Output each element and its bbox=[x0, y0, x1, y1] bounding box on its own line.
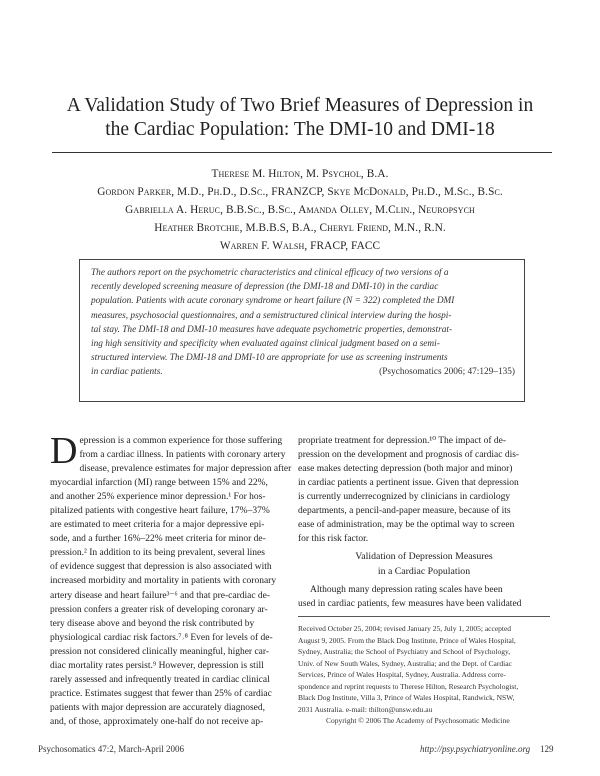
author-list bbox=[30, 165, 570, 255]
abstract-citation: (Psychosomatics 2006; 47:129–135) bbox=[379, 367, 515, 378]
title-line-2: the Cardiac Population: The DMI-10 and DMI-18 bbox=[105, 119, 495, 140]
title-line-1: A Validation Study of Two Brief Measures of Depression in bbox=[66, 95, 534, 116]
body-line: from a cardiac illness. In patients with coronary artery bbox=[79, 450, 286, 461]
section-heading bbox=[298, 550, 550, 579]
abstract-line: ing high sensitivity and specificity when evaluated against clinical judgment based on a semi- bbox=[91, 338, 440, 349]
body-line: increased morbidity and mortality in patients with coronary bbox=[50, 576, 277, 587]
abstract-line: tal stay. The DMI-18 and DMI-10 measures have adequate psychometric properties, demonstrat- bbox=[91, 324, 453, 335]
footnote-line: August 9, 2005. From the Black Dog Institute, Prince of Wales Hospital, bbox=[298, 635, 516, 645]
body-line: departments, a pencil-and-paper measure, because of its bbox=[298, 506, 511, 517]
abstract-line: recently developed screening measure of depression (the DMI-18 and DMI-10) in the cardiac bbox=[91, 282, 439, 293]
author-line: Gordon Parker, M.D., Ph.D., D.Sc., FRANZCP, Skye McDonald, Ph.D., M.Sc., B.Sc. bbox=[97, 186, 503, 198]
footer-url[interactable]: http://psy.psychiatryonline.org bbox=[420, 744, 531, 754]
body-line: Although many depression rating scales have been bbox=[310, 584, 503, 595]
body-line: used in cardiac patients, few measures have been validated bbox=[298, 599, 522, 610]
body-line: practice. Estimates suggest that fewer than 25% of cardiac bbox=[50, 688, 272, 699]
abstract-line: The authors report on the psychometric characteristics and clinical efficacy of two versions of a bbox=[91, 268, 449, 278]
body-line: patients with major depression are accurately diagnosed, bbox=[50, 702, 265, 713]
footnote bbox=[298, 623, 550, 727]
body-line: in cardiac patients a pertinent issue. Given that depression bbox=[298, 478, 519, 489]
section-heading-line: in a Cardiac Population bbox=[377, 565, 471, 577]
footnote-line: Services, Prince of Wales Hospital, Sydney, Australia. Address corre- bbox=[298, 670, 506, 680]
body-line: tery disease above and beyond the risk contributed by bbox=[50, 618, 255, 629]
body-line: epression is a common experience for those suffering bbox=[79, 436, 283, 446]
body-line: pression on the development and prognosis of cardiac dis- bbox=[298, 450, 520, 461]
body-line: propriate treatment for depression.¹⁰ The impact of de- bbox=[298, 436, 507, 446]
footnote-line: 2031 Australia. e-mail: thilton@unsw.edu.au bbox=[298, 704, 433, 714]
body-line: for this risk factor. bbox=[298, 534, 369, 545]
footnote-line: Received October 25, 2004; revised January 25, July 1, 2005; accepted bbox=[298, 624, 512, 634]
body-left-column bbox=[50, 430, 302, 729]
footnote-rule bbox=[298, 616, 550, 617]
footnote-line: Black Dog Institute, Villa 3, Prince of Wales Hospital, Randwick, NSW, bbox=[298, 693, 515, 703]
footnote-line: Sydney, Australia; the School of Psychiatry and School of Psychology, bbox=[298, 647, 511, 657]
body-line: rarely assessed and infrequently treated in cardiac clinical bbox=[50, 674, 270, 685]
body-line: physiological cardiac risk factors.⁷˒⁸ Even for levels of de- bbox=[50, 632, 273, 643]
abstract-line: structured interview. The DMI-18 and DMI-10 are appropriate for use as screening instruments bbox=[91, 353, 448, 364]
section-heading-line: Validation of Depression Measures bbox=[355, 551, 493, 563]
body-line: artery disease and heart failure³⁻⁶ and that pre-cardiac de- bbox=[50, 590, 271, 601]
abstract-line: in cardiac patients. bbox=[91, 367, 163, 378]
body-line: sode, and a further 16%–22% meet criteria for minor de- bbox=[50, 534, 266, 545]
body-line: disease, prevalence estimates for major depression after bbox=[79, 464, 292, 475]
article-title bbox=[40, 94, 560, 142]
title-rule bbox=[52, 152, 552, 153]
copyright-line: Copyright © 2006 The Academy of Psychosomatic Medicine bbox=[326, 716, 510, 726]
body-line: are estimated to meet criteria for a major depressive epi- bbox=[50, 520, 265, 531]
footer-journal: Psychosomatics 47:2, March-April 2006 bbox=[38, 744, 184, 754]
page-number: 129 bbox=[540, 744, 554, 754]
body-line: and, of those, approximately one-half do not receive ap- bbox=[50, 716, 264, 727]
abstract-line: population. Patients with acute coronary syndrome or heart failure (N = 322) completed the DMI bbox=[91, 296, 455, 307]
body-line: ease of administration, may be the optimal way to screen bbox=[298, 520, 515, 531]
abstract-line: measures, psychosocial questionnaires, and a semistructured clinical interview during the hospi- bbox=[91, 310, 452, 321]
footnote-line: spondence and reprint requests to Therese Hilton, Research Psychologist, bbox=[298, 681, 519, 691]
body-line: pression.² In addition to its being prevalent, several lines bbox=[50, 548, 265, 559]
author-line: Therese M. Hilton, M. Psychol, B.A. bbox=[211, 168, 389, 180]
drop-cap: D bbox=[50, 430, 78, 472]
body-line: and another 25% experience minor depression.¹ For hos- bbox=[50, 492, 266, 503]
author-line: Gabriella A. Heruc, B.B.Sc., B.Sc., Amanda Olley, M.Clin., Neuropsych bbox=[125, 204, 475, 216]
body-line: diac mortality rates persist.⁹ However, depression is still bbox=[50, 660, 264, 671]
body-line: pression confers a greater risk of developing coronary ar- bbox=[50, 604, 268, 615]
author-line: Warren F. Walsh, FRACP, FACC bbox=[219, 240, 381, 252]
body-line: ease makes detecting depression (both major and minor) bbox=[298, 464, 513, 475]
body-line: myocardial infarction (MI) range between 15% and 22%, bbox=[50, 478, 268, 489]
body-line: pitalized patients with congestive heart failure, 17%–37% bbox=[50, 506, 270, 517]
body-line: is currently underrecognized by clinicians in cardiology bbox=[298, 492, 511, 503]
body-right-column bbox=[298, 434, 550, 727]
author-line: Heather Brotchie, M.B.B.S, B.A., Cheryl Friend, M.N., R.N. bbox=[154, 222, 446, 234]
body-line: of evidence suggest that depression is also associated with bbox=[50, 562, 272, 573]
body-line: pression not considered clinically meaningful, higher car- bbox=[50, 646, 270, 657]
footnote-line: Univ. of New South Wales, Sydney, Australia; and the Dept. of Cardiac bbox=[298, 658, 512, 668]
abstract bbox=[91, 266, 515, 394]
